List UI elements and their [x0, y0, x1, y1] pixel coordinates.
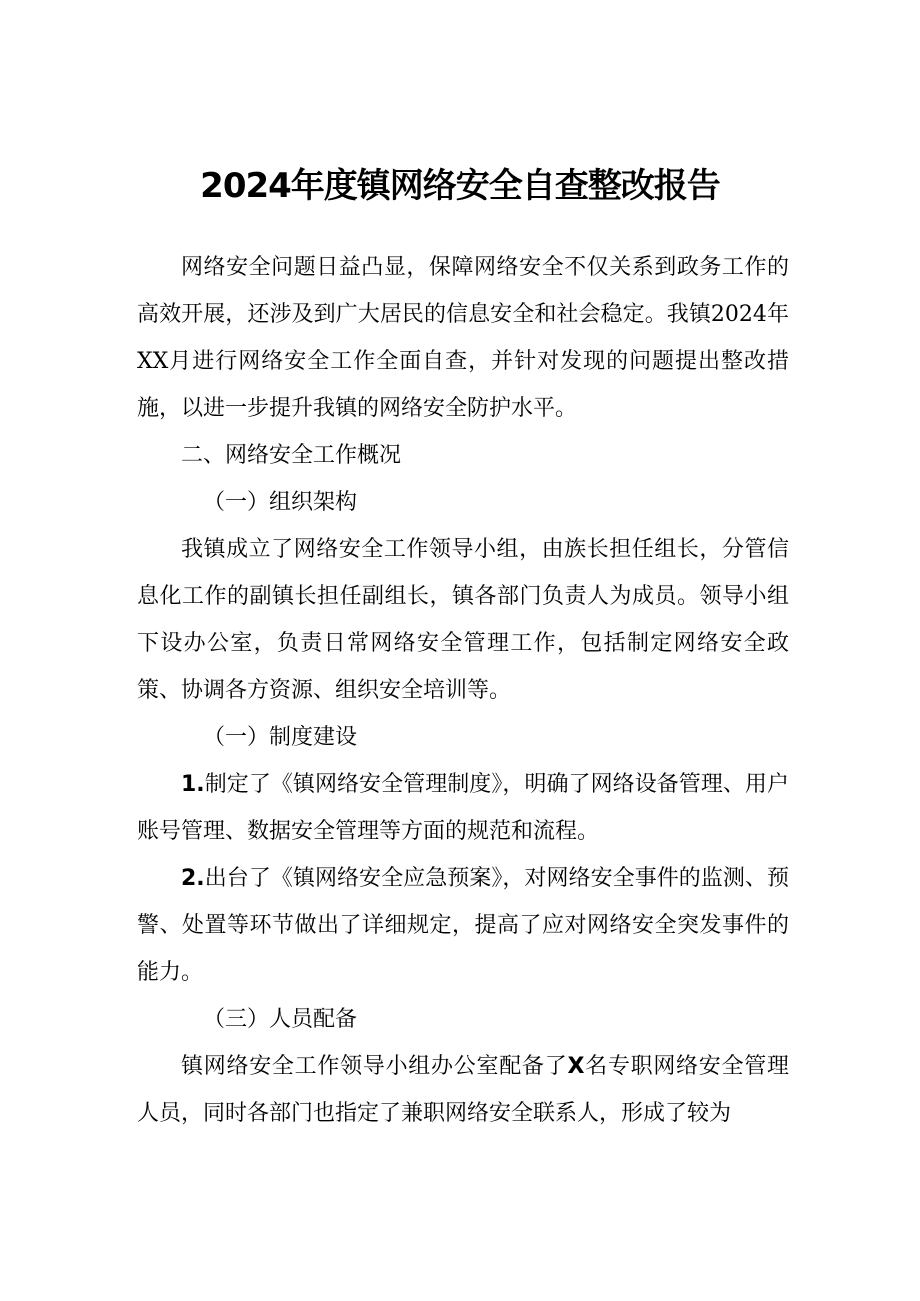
list-item-number: 2. — [181, 866, 205, 891]
intro-paragraph: 网络安全问题日益凸显，保障网络安全不仅关系到政务工作的高效开展，还涉及到广大居民的信息安全和社会稳定。我镇2024年XX月进行网络安全工作全面自查，并针对发现的问题提出整改措施，以进一步提升我镇的网络安全防护水平。 — [137, 255, 789, 421]
staffing-text-start: 镇网络安全工作领导小组办公室配备了 — [181, 1054, 568, 1079]
section-heading-overview: 二、网络安全工作概况 — [181, 443, 402, 468]
staff-count-placeholder: X — [567, 1054, 585, 1079]
staffing-paragraph — [137, 1043, 789, 1137]
subsection-heading-organization: （一）组织架构 — [203, 490, 358, 515]
document-body — [137, 244, 789, 1137]
document-title: 2024年度镇网络安全自查整改报告 — [200, 166, 720, 206]
list-item-number: 1. — [181, 772, 205, 797]
list-item-emergency-plan — [137, 855, 789, 996]
organization-paragraph: 我镇成立了网络安全工作领导小组，由族长担任组长，分管信息化工作的副镇长担任副组长，镇各部门负责人为成员。领导小组下设办公室，负责日常网络安全管理工作，包括制定网络安全政策、协调各方资源、组织安全培训等。 — [137, 537, 789, 703]
subsection-heading-system: （一）制度建设 — [203, 725, 358, 750]
list-item-management-system — [137, 761, 789, 855]
list-item-text: 出台了《镇网络安全应急预案》，对网络安全事件的监测、预警、处置等环节做出了详细规定，提高了应对网络安全突发事件的能力。 — [137, 866, 789, 985]
staffing-text-end: 名专职网络安全管理人员，同时各部门也指定了兼职网络安全联系人，形成了较为 — [137, 1054, 789, 1126]
subsection-heading-staffing: （三）人员配备 — [203, 1007, 358, 1032]
list-item-text: 制定了《镇网络安全管理制度》，明确了网络设备管理、用户账号管理、数据安全管理等方面的规范和流程。 — [137, 772, 789, 844]
